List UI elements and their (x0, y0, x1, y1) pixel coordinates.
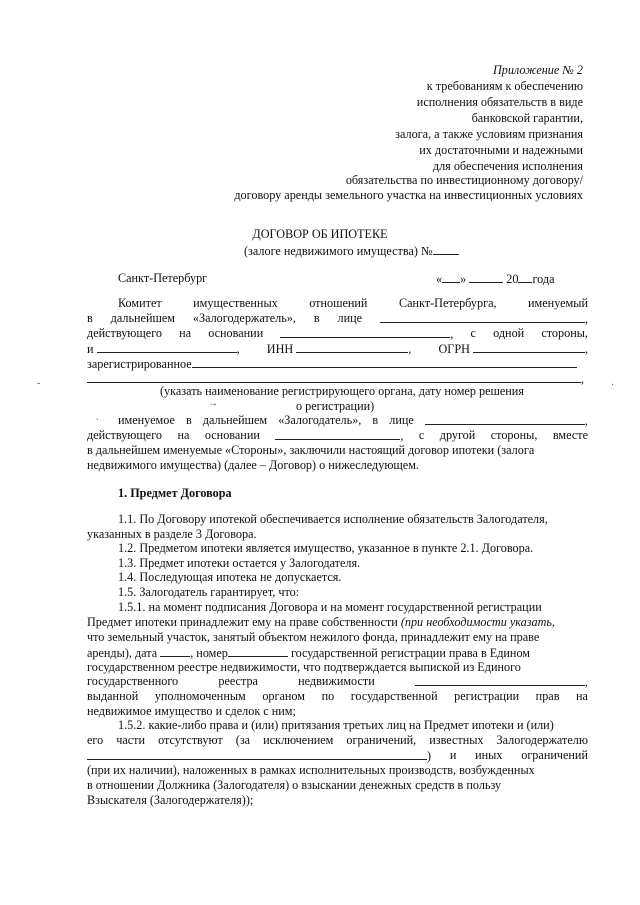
clause-text: 1.4. Последующая ипотека не допускается. (118, 570, 342, 584)
clause-text: что земельный участок, занятый объектом нежилого фонда, принадлежит ему на праве (87, 630, 540, 644)
appendix-line: залога, а также условиям признания (395, 127, 583, 141)
parties-line: именуемое в дальнейшем «Залогодатель», в лице , (118, 413, 588, 428)
registration-note: (указать наименование регистрирующего органа, дату номер решения (160, 384, 524, 398)
appendix-line: к требованиям к обеспечению (426, 79, 583, 93)
clause-text: ) и иных ограничений (87, 748, 588, 764)
registration-note: о регистрации) (296, 399, 375, 413)
parties-line: действующего на основании , с другой стороны, вместе (87, 428, 588, 443)
clause-text: (при их наличии), наложенных в рамках исполнительных производств, возбужденных (87, 763, 535, 777)
appendix-title: Приложение № 2 (492, 63, 583, 77)
section-heading: 1. Предмет Договора (118, 486, 232, 500)
appendix-line: договору аренды земельного участка на инвестиционных условиях (234, 188, 583, 202)
clause-text: 1.5.1. на момент подписания Договора и на момент государственной регистрации (118, 600, 542, 614)
appendix-line: исполнения обязательств в виде (416, 95, 583, 109)
clause-text: 1.5.2. какие-либо права и (или) притязания третьих лиц на Предмет ипотеки и (или) (118, 718, 554, 732)
clause-text: недвижимое имущество и сделок с ним; (87, 704, 296, 718)
clause-text: Предмет ипотеки принадлежит ему на праве собственности (при необходимости указать, (87, 615, 555, 629)
registered-line: зарегистрированное (87, 356, 577, 372)
clause-text: 1.3. Предмет ипотеки остается у Залогодателя. (118, 556, 361, 570)
clause-text: 1.1. По Договору ипотекой обеспечивается исполнение обязательств Залогодателя, (118, 512, 548, 526)
parties-line: Комитет имущественных отношений Санкт-Петербурга, именуемый (118, 296, 588, 310)
clause-text: его части отсутствуют (за исключением ограничений, известных Залогодержателю (87, 733, 588, 747)
parties-line: и , ИНН , ОГРН , (87, 342, 588, 356)
clause-text: аренды), дата , номер государственной регистрации права в Едином (87, 646, 531, 660)
document-subtitle: (залоге недвижимого имущества) № (244, 243, 459, 259)
parties-text: в дальнейшем именуемые «Стороны», заключили настоящий договор ипотеки (залога (87, 443, 535, 457)
clause-text: указанных в разделе 3 Договора. (87, 527, 257, 541)
clause-text: государственного реестра недвижимости , (87, 674, 588, 689)
registration-blank: , (87, 371, 584, 387)
clause-text: государственном реестре недвижимости, что подтверждается выпиской из Единого (87, 660, 521, 674)
clause-text: выданной уполномоченным органом по государственной регистрации прав на (87, 689, 588, 703)
scan-mark: · (611, 380, 615, 391)
appendix-line: их достаточными и надежными (419, 143, 583, 157)
appendix-line: для обеспечения исполнения (432, 159, 583, 173)
clause-text: в отношении Должника (Залогодателя) о взыскании денежных средств в пользу (87, 778, 502, 792)
scan-arrow-mark: → (208, 398, 218, 409)
parties-text: недвижимого имущества) (далее – Договор) о нижеследующем. (87, 458, 419, 472)
scan-mark: . (96, 412, 99, 423)
parties-line: действующего на основании , с одной стороны, (87, 326, 588, 341)
scan-mark: - (37, 378, 41, 389)
parties-line: в дальнейшем «Залогодержатель», в лице , (87, 311, 588, 326)
clause-text: 1.5. Залогодатель гарантирует, что: (118, 585, 300, 599)
document-title: ДОГОВОР ОБ ИПОТЕКЕ (252, 227, 388, 241)
appendix-line: банковской гарантии, (471, 111, 583, 125)
city: Санкт-Петербург (118, 271, 208, 285)
clause-text: Взыскателя (Залогодержателя)); (87, 793, 254, 807)
appendix-line: обязательства по инвестиционному договору/ (345, 173, 583, 187)
clause-text: 1.2. Предметом ипотеки является имущество, указанное в пункте 2.1. Договора. (118, 541, 534, 555)
contract-date: « » 20 года (436, 272, 555, 286)
